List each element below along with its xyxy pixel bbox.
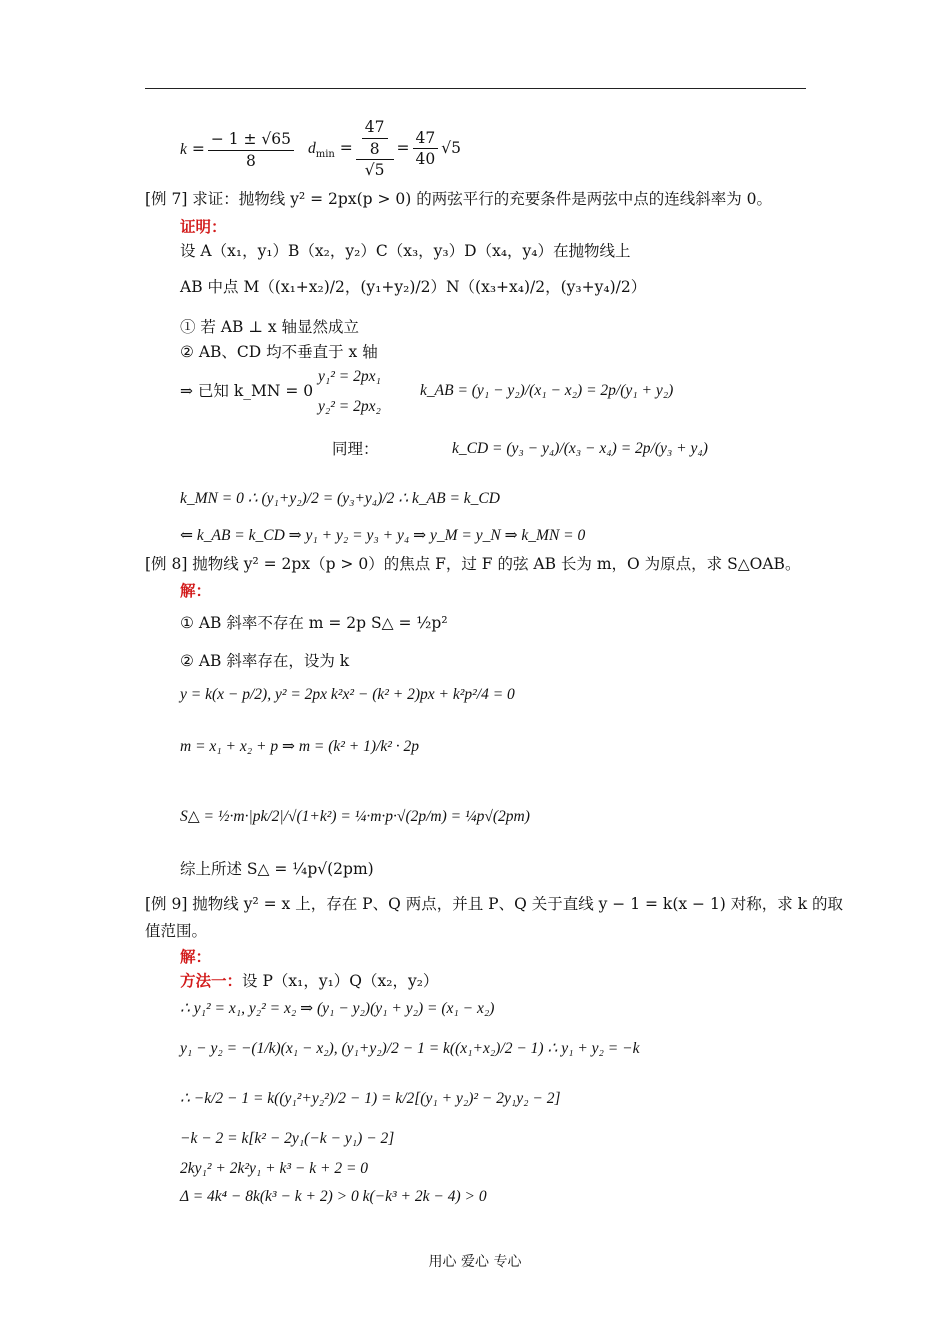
example8-heading: [例 8] 抛物线 y² = 2px（p > 0）的焦点 F，过 F 的弦 AB 长为 m，O 为原点，求 S△OAB。 xyxy=(145,555,801,573)
case-2: ② AB、CD 均不垂直于 x 轴 xyxy=(180,343,378,361)
ex8-area: S△ = ½·m·|pk/2|/√(1+k²) = ¼·m·p·√(2p/m) = ¼p√(2pm) xyxy=(180,808,530,825)
ex9-step-f: Δ = 4k⁴ − 8k(k³ − k + 2) > 0 k(−k³ + 2k − 4) > 0 xyxy=(180,1188,487,1205)
converse-proof: ⇐ k_AB = k_CD ⇒ y₁ + y₂ = y₃ + y₄ ⇒ y_M = y_N ⇒ k_MN = 0 xyxy=(180,527,586,544)
eq-y2: y₂² = 2px₂ xyxy=(318,398,381,415)
ex9-step-e: 2ky₁² + 2k²y₁ + k³ − k + 2 = 0 xyxy=(180,1160,369,1177)
known-kmn: ⇒ 已知 k_MN = 0 xyxy=(180,382,314,400)
example9-heading-1: [例 9] 抛物线 y² = x 上，存在 P、Q 两点，并且 P、Q 关于直线 y − 1 = k(x − 1) 对称，求 k 的取 xyxy=(145,895,844,913)
ex9-step-d: −k − 2 = k[k² − 2y₁(−k − y₁) − 2] xyxy=(180,1130,395,1147)
ex8-system: y = k(x − p/2), y² = 2px k²x² − (k² + 2)px + k²p²/4 = 0 xyxy=(180,686,515,703)
example7-heading: [例 7] 求证：抛物线 y² = 2px(p > 0) 的两弦平行的充要条件是两弦中点的连线斜率为 0。 xyxy=(145,190,773,208)
ex8-case2: ② AB 斜率存在，设为 k xyxy=(180,652,350,670)
ex9-step-c: ∴ −k/2 − 1 = k((y₁²+y₂²)/2 − 1) = k/2[(y₁ + y₂)² − 2y₁y₂ − 2] xyxy=(180,1090,561,1107)
proof-label: 证明： xyxy=(180,217,227,236)
solution-label-8: 解： xyxy=(180,581,212,600)
ex9-step-a: ∴ y₁² = x₁, y₂² = x₂ ⇒ (y₁ − y₂)(y₁ + y₂) = (x₁ − x₂) xyxy=(180,1000,495,1017)
kab-formula: k_AB = (y₁ − y₂)/(x₁ − x₂) = 2p/(y₁ + y₂) xyxy=(420,382,674,399)
example9-heading-2: 值范围。 xyxy=(145,922,208,940)
ex8-case1: ① AB 斜率不存在 m = 2p S△ = ½p² xyxy=(180,614,448,632)
method-1-label: 方法一： xyxy=(180,971,243,990)
page-footer: 用心 爱心 专心 xyxy=(428,1254,522,1270)
ex9-step-b: y₁ − y₂ = −(1/k)(x₁ − x₂), (y₁+y₂)/2 − 1 = k((x₁+x₂)/2 − 1) ∴ y₁ + y₂ = −k xyxy=(180,1040,640,1057)
header-rule xyxy=(145,88,806,89)
kmn-conclusion: k_MN = 0 ∴ (y₁+y₂)/2 = (y₃+y₄)/2 ∴ k_AB = k_CD xyxy=(180,490,500,507)
ex8-summary: 综上所述 S△ = ¼p√(2pm) xyxy=(180,860,374,878)
ex9-set-points: 设 P（x₁，y₁）Q（x₂，y₂） xyxy=(242,972,439,990)
set-points: 设 A（x₁，y₁）B（x₂，y₂）C（x₃，y₃）D（x₄，y₄）在抛物线上 xyxy=(180,242,631,260)
similar-label: 同理： xyxy=(332,440,379,458)
k-solution: k = $\frac{- 1 \pm √65}{8}$ xyxy=(180,130,297,170)
solution-label-9: 解： xyxy=(180,947,212,966)
midpoints: AB 中点 M（(x₁+x₂)/2，(y₁+y₂)/2）N（(x₃+x₄)/2，(y₃+y₄)/2） xyxy=(180,278,647,296)
kcd-formula: k_CD = (y₃ − y₄)/(x₃ − x₄) = 2p/(y₃ + y₄) xyxy=(452,440,708,457)
ex8-m: m = x₁ + x₂ + p ⇒ m = (k² + 1)/k² · 2p xyxy=(180,738,420,755)
case-1: ① 若 AB ⊥ x 轴显然成立 xyxy=(180,318,360,336)
eq-y1: y₁² = 2px₁ xyxy=(318,368,381,385)
dmin-formula: $d_{min}$ = $\frac{\frac{47}{8}}{√5}$ = $\frac{47}{40}$ √5 xyxy=(308,118,462,180)
ex9-setup xyxy=(180,972,438,991)
